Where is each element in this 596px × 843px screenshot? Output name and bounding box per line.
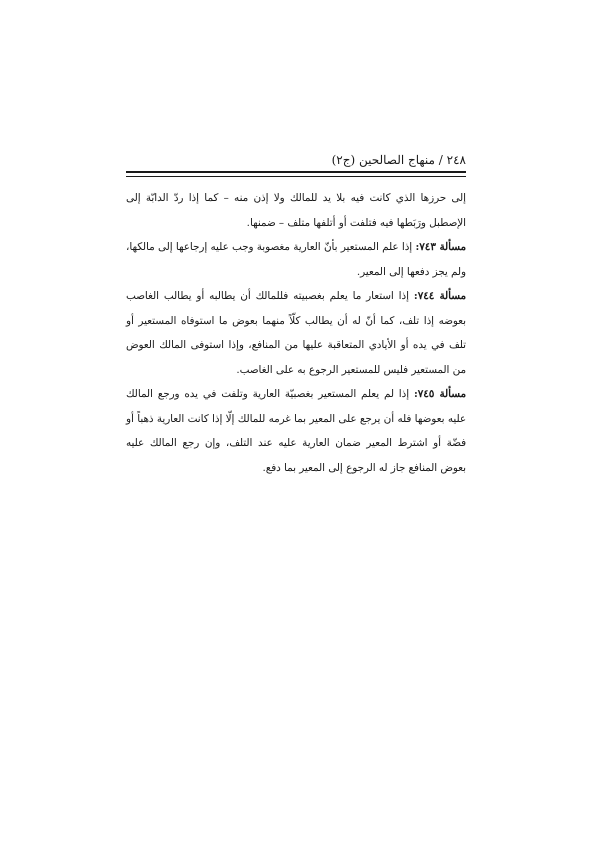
paragraph-continuation bbox=[126, 186, 466, 235]
header-rule-thick bbox=[126, 171, 466, 173]
running-header: ٢٤٨ / منهاج الصالحين (ج٢) bbox=[331, 153, 466, 167]
issue-745 bbox=[126, 382, 466, 480]
issue-text: إذا علم المستعير بأنّ العارية مغصوبة وجب عليه إرجاعها إلى مالكها، ولم يجز دفعها إلى المعير. bbox=[126, 241, 466, 278]
paragraph-text: إلى حرزها الذي كانت فيه بلا يد للمالك ولا إذن منه – كما إذا ردّ الدابّة إلى الإصطبل ورَبَطها فيه فتلفت أو أتلفها متلف – ضمنها. bbox=[126, 192, 466, 229]
issue-text: إذا لم يعلم المستعير بغصبيّة العارية وتلفت في يده ورجع المالك عليه بعوضها فله أن يرجع على المعير بما غرمه للمالك إلّا إذا كانت العارية ذهباً أو فضّة أو اشترط المعير ضمان العارية عليه عند التلف، وإن رجع المالك عليه بعوض المنافع جاز له الرجوع إلى المعير بما دفع. bbox=[126, 388, 466, 474]
issue-744 bbox=[126, 284, 466, 382]
issue-label: مسألة ٧٤٤: bbox=[413, 290, 466, 302]
header-rule-thin bbox=[126, 176, 466, 177]
page-body bbox=[126, 186, 466, 480]
issue-label: مسألة ٧٤٥: bbox=[413, 388, 466, 400]
issue-label: مسألة ٧٤٣: bbox=[415, 241, 466, 253]
issue-text: إذا استعار ما يعلم بغصبيته فللمالك أن يطالبه أو يطالب الغاصب بعوضه إذا تلف، كما أنّ له أن يطالب كلّاً منهما بعوض ما استوفاه المستعير أو تلف في يده أو الأيادي المتعاقبة عليها من المنافع، وإذا استوفى المالك العوض من المستعير فليس للمستعير الرجوع به على الغاصب. bbox=[126, 290, 466, 376]
issue-743 bbox=[126, 235, 466, 284]
